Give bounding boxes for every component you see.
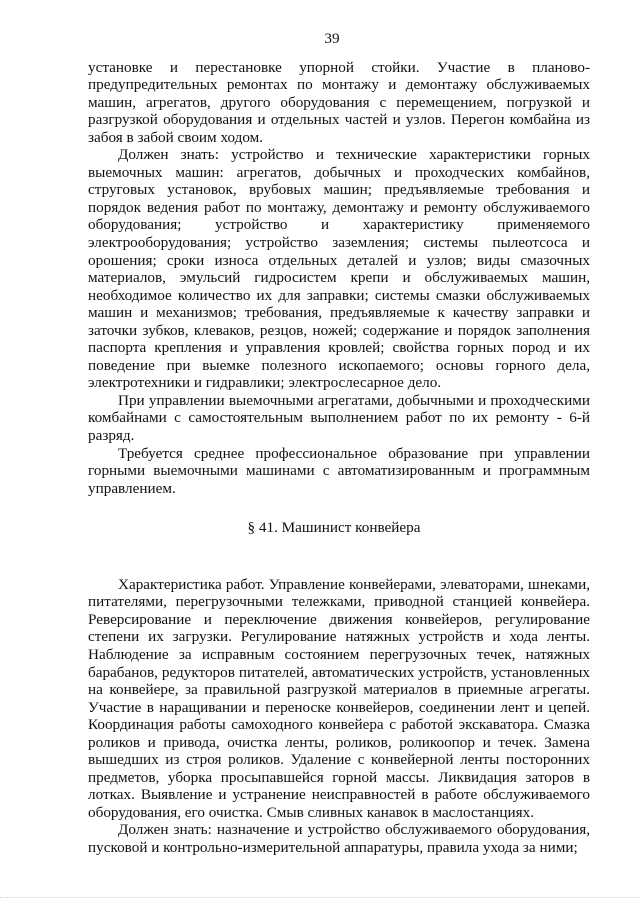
page-content xyxy=(88,30,590,857)
paragraph-grade-6: При управлении выемочными агрегатами, добычными и проходческими комбайнами с самостоятельным выполнением работ по их ремонту - 6-й разряд. xyxy=(88,391,590,445)
page-number: 39 xyxy=(324,30,340,47)
paragraph-continuation: установке и перестановке упорной стойки. Участие в планово-предупредительных ремонтах по монтажу и демонтажу обслуживаемых машин, агрегатов, другого оборудования с перемещением, погрузкой и разгрузкой оборудования и отдельных частей и узлов. Перегон комбайна из забоя в забой своим ходом. xyxy=(88,58,590,146)
paragraph-work-characteristics: Характеристика работ. Управление конвейерами, элеваторами, шнеками, питателями, перегрузочными тележками, приводной станцией конвейера. Реверсирование и переключение движения конвейеров, регулирование степени их загрузки. Регулирование натяжных устройств и хода ленты. Наблюдение за исправным состоянием перегрузочных течек, натяжных барабанов, редукторов питателей, автоматических устройств, установленных на конвейере, за правильной разгрузкой материалов в приемные агрегаты. Участие в наращивании и переноске конвейеров, соединении лент и цепей. Координация работы самоходного конвейера с работой экскаватора. Смазка роликов и привода, очистка ленты, роликов, роликоопор и течек. Замена вышедших из строя роликов. Удаление с конвейерной ленты посторонних предметов, уборка просыпавшейся горной массы. Ликвидация заторов в лотках. Выявление и устранение неисправностей в работе обслуживаемого оборудования, его очистка. Смыв сливных канавок в маслостанциях. xyxy=(88,575,590,821)
scan-edge-line xyxy=(0,897,640,899)
section-title: § 41. Машинист конвейера xyxy=(247,519,421,537)
blank-line xyxy=(88,559,590,576)
paragraph-must-know-conveyor: Должен знать: назначение и устройство обслуживаемого оборудования, пусковой и контрольно-измерительной аппаратуры, правила ухода за ними; xyxy=(88,821,590,856)
paragraph-education-requirement: Требуется среднее профессиональное образование при управлении горными выемочными машинами с автоматизированным и программным управлением. xyxy=(88,444,590,497)
paragraph-must-know: Должен знать: устройство и технические характеристики горных выемочных машин: агрегатов, добычных и проходческих комбайнов, струговых установок, врубовых машин; предъявляемые требования и порядок ведения работ по монтажу, демонтажу и ремонту обслуживаемого оборудования; устройство и характеристику применяемого электрооборудования; устройство заземления; системы пылеотсоса и орошения; сроки износа отдельных деталей и узлов; виды смазочных материалов, эмульсий гидросистем крепи и обслуживаемых машин, необходимое количество их для заправки; системы смазки обслуживаемых машин и механизмов; требования, предъявляемые к качеству заправки и заточки зубков, клеваков, резцов, ножей; содержание и порядок заполнения паспорта крепления и управления кровлей; свойства горных пород и их поведение при выемке полезного ископаемого; основы горного дела, электротехники и гидравлики; электрослесарное дело. xyxy=(88,146,590,392)
